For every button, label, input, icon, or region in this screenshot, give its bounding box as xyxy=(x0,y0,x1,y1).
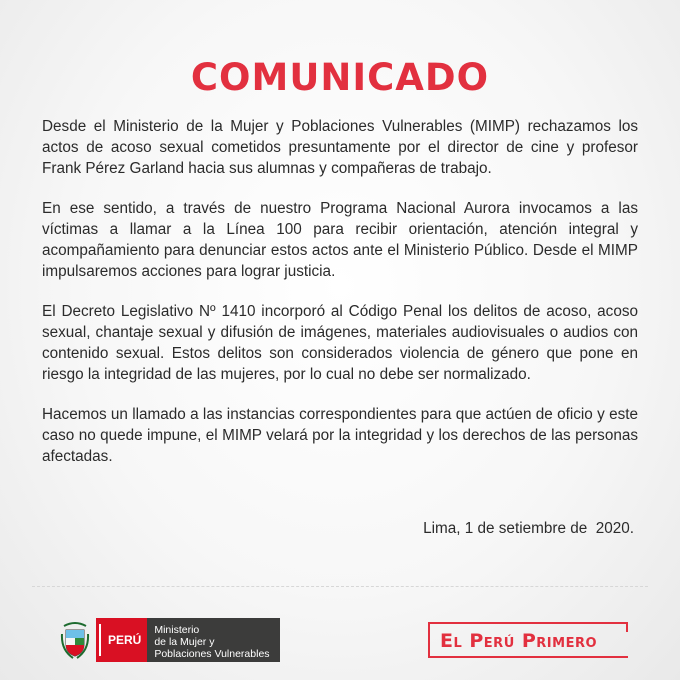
brand-text: El Perú Primero xyxy=(440,630,598,652)
peru-label: PERÚ xyxy=(96,618,147,662)
coat-of-arms-icon xyxy=(60,620,90,660)
ministry-name xyxy=(147,618,279,662)
paragraph: El Decreto Legislativo Nº 1410 incorporó al Código Penal los delitos de acoso, acoso sexual, chantaje sexual y difusión de imágenes, materiales audiovisuales o audios con contenido sexual. Estos delitos son considerados violencia de género que pone en riesgo la integridad de las mujeres, por lo cual no debe ser normalizado. xyxy=(42,303,638,383)
paragraph: Desde el Ministerio de la Mujer y Poblaciones Vulnerables (MIMP) rechazamos los actos de acoso sexual cometidos presuntamente por el director de cine y profesor Frank Pérez Garland hacia sus alumnas y compañeras de trabajo. xyxy=(42,118,638,177)
government-logo xyxy=(60,618,280,662)
ministry-line: Ministerio xyxy=(154,623,200,636)
ministry-line: Poblaciones Vulnerables xyxy=(154,647,270,660)
paragraph: Hacemos un llamado a las instancias correspondientes para que actúen de oficio y este caso no quede impune, el MIMP velará por la integridad y los derechos de las personas afectadas. xyxy=(42,406,638,465)
page-title: COMUNICADO xyxy=(190,56,490,99)
divider xyxy=(32,586,648,587)
paragraph: En ese sentido, a través de nuestro Programa Nacional Aurora invocamos a las víctimas a llamar a la Línea 100 para recibir orientación, atención integral y acompañamiento para denunciar estos actos ante el Ministerio Público. Desde el MIMP impulsaremos acciones para lograr justicia. xyxy=(42,200,638,280)
brand-logo xyxy=(428,622,628,658)
ministry-line: de la Mujer y xyxy=(154,635,215,648)
communique-body xyxy=(42,116,638,486)
date-line: Lima, 1 de setiembre de 2020. xyxy=(423,520,634,537)
